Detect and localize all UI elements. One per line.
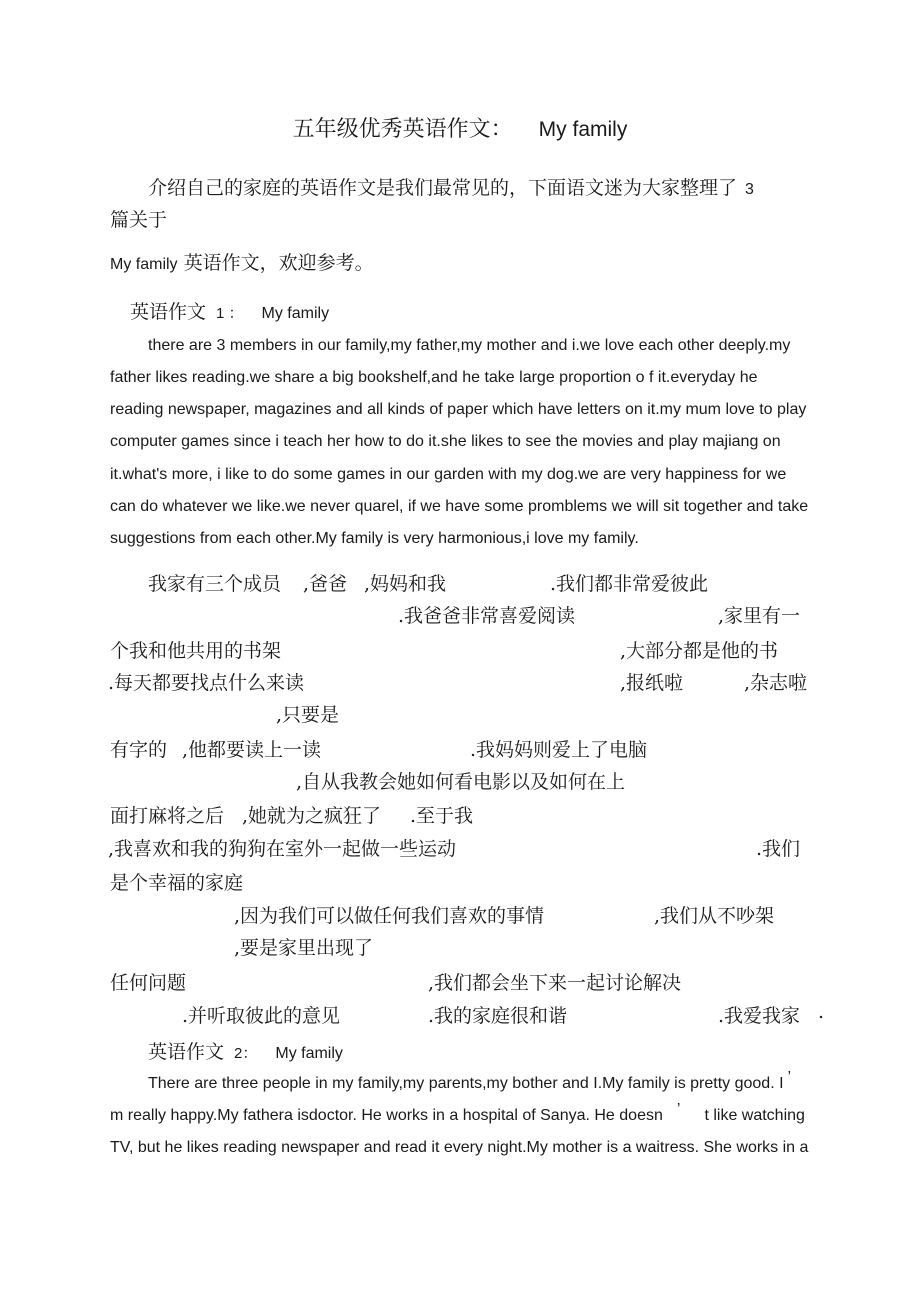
essay-1-en-line: computer games since i teach her how to do it.she likes to see the movies and play majiang on bbox=[110, 433, 781, 450]
cn-fragment: .至于我 bbox=[410, 805, 474, 827]
essay-1-en-line: it.what's more, i like to do some games in our garden with my dog.we are very happiness for we bbox=[110, 466, 787, 483]
essay-2-en-line bbox=[110, 1100, 805, 1132]
intro-number: 3 bbox=[745, 181, 754, 198]
essay-2-heading bbox=[148, 1037, 343, 1064]
cn-fragment: 是个幸福的家庭 bbox=[110, 872, 244, 894]
cn-fragment: ,妈妈和我 bbox=[364, 573, 447, 595]
page-title-cn: 五年级优秀英语作文： bbox=[292, 117, 513, 142]
intro-text-1: 介绍自己的家庭的英语作文是我们最常见的，下面语文迷为大家整理了 bbox=[148, 177, 738, 199]
essay-1-en-line: suggestions from each other.My family is very harmonious,i love my family. bbox=[110, 530, 639, 547]
essay-1-en-line: father likes reading.we share a big bookshelf,and he take large proportion o f it.everyday he bbox=[110, 369, 758, 386]
essay-1-topic: My family bbox=[261, 305, 330, 322]
essay-2-en-line: TV, but he likes reading newspaper and read it every night.My mother is a waitress. She works in a bbox=[110, 1139, 809, 1156]
essay-1-number: 1 ： bbox=[216, 305, 244, 322]
essay-2-number: 2： bbox=[234, 1045, 258, 1062]
cn-fragment: ,我们从不吵架 bbox=[654, 905, 775, 927]
cn-fragment: ,她就为之疯狂了 bbox=[242, 805, 382, 827]
cn-fragment: ,他都要读上一读 bbox=[182, 739, 322, 761]
cn-fragment: ,大部分都是他的书 bbox=[620, 640, 779, 662]
essay-1-heading bbox=[130, 297, 329, 324]
cn-fragment: .我的家庭很和谐 bbox=[428, 1005, 568, 1027]
essay-2-apostrophe: ’ bbox=[787, 1069, 792, 1086]
essay-2-text: t like watching bbox=[704, 1107, 805, 1124]
cn-fragment: .我爸爸非常喜爱阅读 bbox=[398, 605, 576, 627]
page-title-en: My family bbox=[538, 118, 628, 141]
essay-2-apostrophe: ’ bbox=[676, 1101, 681, 1118]
intro-line-2: 篇关于 bbox=[110, 209, 168, 231]
cn-fragment: ,家里有一 bbox=[718, 605, 801, 627]
intro-topic-en: My family bbox=[110, 256, 178, 273]
cn-fragment: .我妈妈则爱上了电脑 bbox=[470, 739, 648, 761]
cn-fragment: 有字的 bbox=[110, 739, 168, 761]
cn-fragment: ,爸爸 bbox=[303, 573, 348, 595]
cn-fragment: ,因为我们可以做任何我们喜欢的事情 bbox=[234, 905, 545, 927]
cn-fragment: 面打麻将之后 bbox=[110, 805, 225, 827]
intro-line-1 bbox=[148, 173, 754, 200]
cn-fragment: 任何问题 bbox=[110, 972, 187, 994]
cn-fragment: ,杂志啦 bbox=[744, 672, 808, 694]
cn-fragment: ,我们都会坐下来一起讨论解决 bbox=[428, 972, 682, 994]
cn-fragment: .我们 bbox=[756, 838, 801, 860]
page-title bbox=[0, 112, 920, 143]
essay-2-text: m really happy.My fathera isdoctor. He works in a hospital of Sanya. He doesn bbox=[110, 1107, 663, 1124]
cn-fragment: .并听取彼此的意见 bbox=[182, 1005, 341, 1027]
essay-1-en-line: reading newspaper, magazines and all kinds of paper which have letters on it.my mum love to play bbox=[110, 401, 807, 418]
cn-fragment: ,只要是 bbox=[276, 704, 340, 726]
essay-2-topic: My family bbox=[275, 1045, 343, 1062]
cn-fragment: 个我和他共用的书架 bbox=[110, 640, 282, 662]
essay-2-text: There are three people in my family,my parents,my bother and I.My family is pretty good. I bbox=[148, 1075, 784, 1092]
cn-fragment: .我爱我家 bbox=[718, 1005, 801, 1027]
cn-fragment: ,要是家里出现了 bbox=[234, 937, 374, 959]
cn-fragment: .每天都要找点什么来读 bbox=[108, 672, 305, 694]
essay-2-en-line bbox=[148, 1068, 791, 1100]
cn-fragment: . bbox=[818, 1001, 825, 1023]
cn-fragment: ,自从我教会她如何看电影以及如何在上 bbox=[296, 771, 626, 793]
intro-text-3: 英语作文，欢迎参考。 bbox=[183, 252, 374, 274]
essay-1-en-line: can do whatever we like.we never quarel, if we have some promblems we will sit together and take bbox=[110, 498, 809, 515]
cn-fragment: ,报纸啦 bbox=[620, 672, 684, 694]
essay-1-en-line: there are 3 members in our family,my father,my mother and i.we love each other deeply.my bbox=[148, 337, 791, 354]
intro-line-3 bbox=[110, 248, 374, 275]
essay-2-label: 英语作文 bbox=[148, 1041, 225, 1063]
cn-fragment: .我们都非常爱彼此 bbox=[550, 573, 709, 595]
essay-1-label: 英语作文 bbox=[130, 301, 207, 323]
cn-fragment: 我家有三个成员 bbox=[148, 573, 282, 595]
cn-fragment: ,我喜欢和我的狗狗在室外一起做一些运动 bbox=[108, 838, 457, 860]
